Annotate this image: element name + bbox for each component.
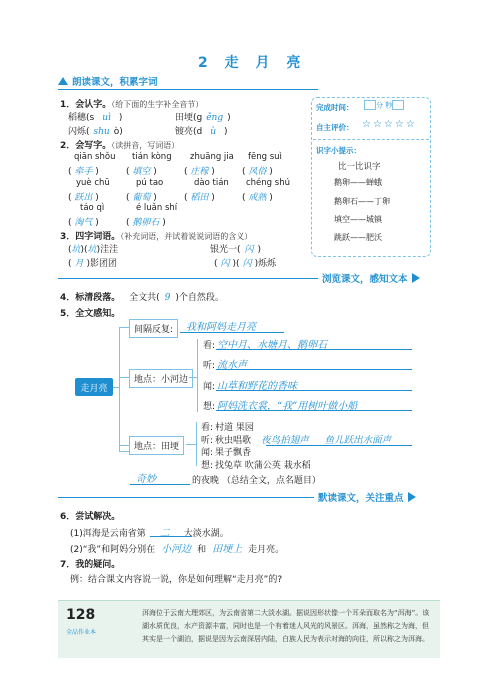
banner-rule xyxy=(58,278,318,279)
word-answer: ( 葡萄 ) xyxy=(126,193,157,203)
q1-item: 闪烁( shu ò) xyxy=(68,127,123,137)
q1-item: 镀亮(d ù ) xyxy=(175,127,228,137)
page-number: 128 xyxy=(66,607,96,623)
tree-line xyxy=(119,327,120,451)
banner-label: 朗读课文，积累字词 xyxy=(72,77,158,88)
section-banner-browse: 浏览课文，感知文本 xyxy=(322,271,420,285)
section-banner-read xyxy=(58,74,158,88)
pinyin: qiān shǒu xyxy=(74,152,116,162)
idiom-item: ( 闪 )( 闪 )烁烁 xyxy=(214,259,277,269)
pinyin: yuè chū xyxy=(76,178,110,188)
place1-box: 地点：小河边 xyxy=(129,369,193,388)
summary-text: 的夜晚 （总结全文，点名题目） xyxy=(192,476,321,486)
sense-row: 听: 秋虫唱歌 夜鸟拍翅声 鱼儿跃出水面声 xyxy=(201,435,392,446)
q6-line1: (1)洱海是云南省第 二 大淡水湖。 xyxy=(70,528,229,539)
tree-line xyxy=(119,445,129,446)
word-answer: ( 鹅卵石 ) xyxy=(126,218,166,228)
root-node: 走月亮 xyxy=(75,378,113,396)
answer-underline xyxy=(216,390,412,391)
sense-row: 看: 空中月、水塘月、鹅卵石 xyxy=(203,340,328,351)
sense-row: 想: 阿妈洗衣裳，“我”用树叶做小船 xyxy=(203,401,358,412)
tip-pair: 鹅卵石——丁卵 xyxy=(334,197,390,206)
tree-line xyxy=(197,339,198,412)
word-answer: ( 跃出 ) xyxy=(68,193,99,203)
answer-text: uì xyxy=(102,113,111,123)
lesson-title: 2 走 月 亮 xyxy=(198,55,307,71)
sense-row: 闻: 果子飘香 xyxy=(201,448,252,458)
pinyin: é luǎn shí xyxy=(136,203,178,213)
q6-line2: (2)“我”和阿妈分别在 小河边 和 田埂上 走月亮。 xyxy=(70,544,285,555)
pinyin: pú tao xyxy=(136,178,164,188)
banner-rule xyxy=(58,497,314,498)
star-rating-icon[interactable]: ☆☆☆☆☆ xyxy=(362,119,417,130)
tree-line xyxy=(189,377,198,378)
answer-underline xyxy=(180,332,284,333)
idiom-item: ( 月 )影团团 xyxy=(68,259,118,269)
pinyin: fēng suì xyxy=(248,152,282,162)
section-banner-focus: 默读课文，关注重点 xyxy=(318,490,416,504)
pinyin: chéng shú xyxy=(246,178,290,188)
answer-underline xyxy=(216,369,412,370)
word-answer: ( 牵手 ) xyxy=(68,167,99,177)
q6-heading: 6．尝试解决。 xyxy=(60,512,121,522)
word-answer: ( 庄稼 ) xyxy=(184,167,215,177)
sense-row: 听: 流水声 xyxy=(203,360,248,371)
sense-row: 想: 找兔草 吹蒲公英 栽水稻 xyxy=(201,461,311,471)
q3-heading: 3．四字词语。（补充词语，并试着说说词语的含义） xyxy=(60,232,253,242)
answer-underline xyxy=(266,445,412,446)
footer-note: 洱海位于云南大理郊区，为云南省第二大淡水湖。据说因形状像一个耳朵而取名为“洱海”。该湖水质优良，水产资源丰富，同时也是一个有着迷人风光的风景区。洱海，虽然称之为海，但其实是一个湖泊，据说是因为云南深居内陆，白族人民为表示对海的向往，所以称之为洱海。 xyxy=(142,609,430,643)
second-box[interactable] xyxy=(392,100,404,110)
repeat-answer: 我和阿妈走月亮 xyxy=(186,322,256,333)
banner-rule xyxy=(58,89,318,90)
answer-text: shu xyxy=(93,127,110,137)
word-answer: ( 填空 ) xyxy=(126,167,157,177)
tip-title: 识字小提示： xyxy=(316,146,361,155)
answer-underline xyxy=(216,410,412,411)
word-answer: ( 风俗 ) xyxy=(242,167,273,177)
tip-pair: 填空——城镇 xyxy=(334,215,382,224)
time-unit: 分 秒 xyxy=(376,101,393,110)
time-boxes xyxy=(364,100,404,111)
q1-item: 田埂(g ěng ) xyxy=(175,113,231,123)
word-answer: ( 稻田 ) xyxy=(184,193,215,203)
time-label: 完成时间： xyxy=(316,103,354,112)
word-answer: ( 成熟 ) xyxy=(242,193,273,203)
sense-row: 闻: 山草和野花的香味 xyxy=(203,381,298,392)
tree-line xyxy=(119,377,129,378)
tree-line xyxy=(119,327,129,328)
word-answer: ( 淘气 ) xyxy=(68,218,99,228)
place2-box: 地点：田埂 xyxy=(129,436,184,455)
triangle-icon xyxy=(58,77,68,85)
arrow-right-icon xyxy=(412,273,420,283)
idiom-item: (坑)(坑)洼洼 xyxy=(68,245,119,255)
tree-line xyxy=(196,422,197,466)
tip-pair: 跳跃——肥沃 xyxy=(334,233,382,242)
tree-line xyxy=(119,451,129,452)
answer-underline xyxy=(130,484,190,485)
pinyin: zhuāng jia xyxy=(190,152,234,162)
pinyin: tián kòng xyxy=(132,152,172,162)
repeat-label-box: 间隔反复: xyxy=(129,319,178,338)
answer-text: ěng xyxy=(206,113,224,123)
q7-heading: 7．我的疑问。 xyxy=(60,560,121,570)
q4: 4．标清段落。 全文共( 9 )个自然段。 xyxy=(60,293,224,303)
answer-underline xyxy=(216,349,412,350)
answer-text: ù xyxy=(210,127,217,137)
tip-intro: 比一比识字 xyxy=(338,162,381,172)
summary-answer: 奇妙 xyxy=(136,474,156,485)
pinyin: táo qì xyxy=(80,203,105,213)
tip-pair: 鹅卵——蝉蛾 xyxy=(334,178,382,187)
idiom-item: 银光一( 闪 ) xyxy=(210,245,262,255)
self-eval-label: 自主评价： xyxy=(316,123,354,132)
pinyin: dào tián xyxy=(194,178,229,188)
sense-row: 看: 村道 果园 xyxy=(201,423,254,433)
tree-line xyxy=(186,444,196,445)
q2-heading: 2．会写字。（读拼音，写词语） xyxy=(60,141,180,151)
q1-heading: 1．会认字。（给下面的生字补全音节） xyxy=(60,100,204,110)
tree-line xyxy=(113,387,120,388)
q5-heading: 5．全文感知。 xyxy=(60,309,121,319)
footer-panel xyxy=(58,600,440,658)
q7-example: 例：结合课文内容说一说，你是如何理解“走月亮”的? xyxy=(70,575,283,585)
minute-box[interactable] xyxy=(364,100,376,110)
book-name: 全品作业本 xyxy=(66,629,97,636)
answer-underline xyxy=(150,536,192,537)
q1-item: 稻穗(s uì ) xyxy=(68,113,123,123)
arrow-right-icon xyxy=(408,492,416,502)
sidebar-divider xyxy=(313,139,429,140)
